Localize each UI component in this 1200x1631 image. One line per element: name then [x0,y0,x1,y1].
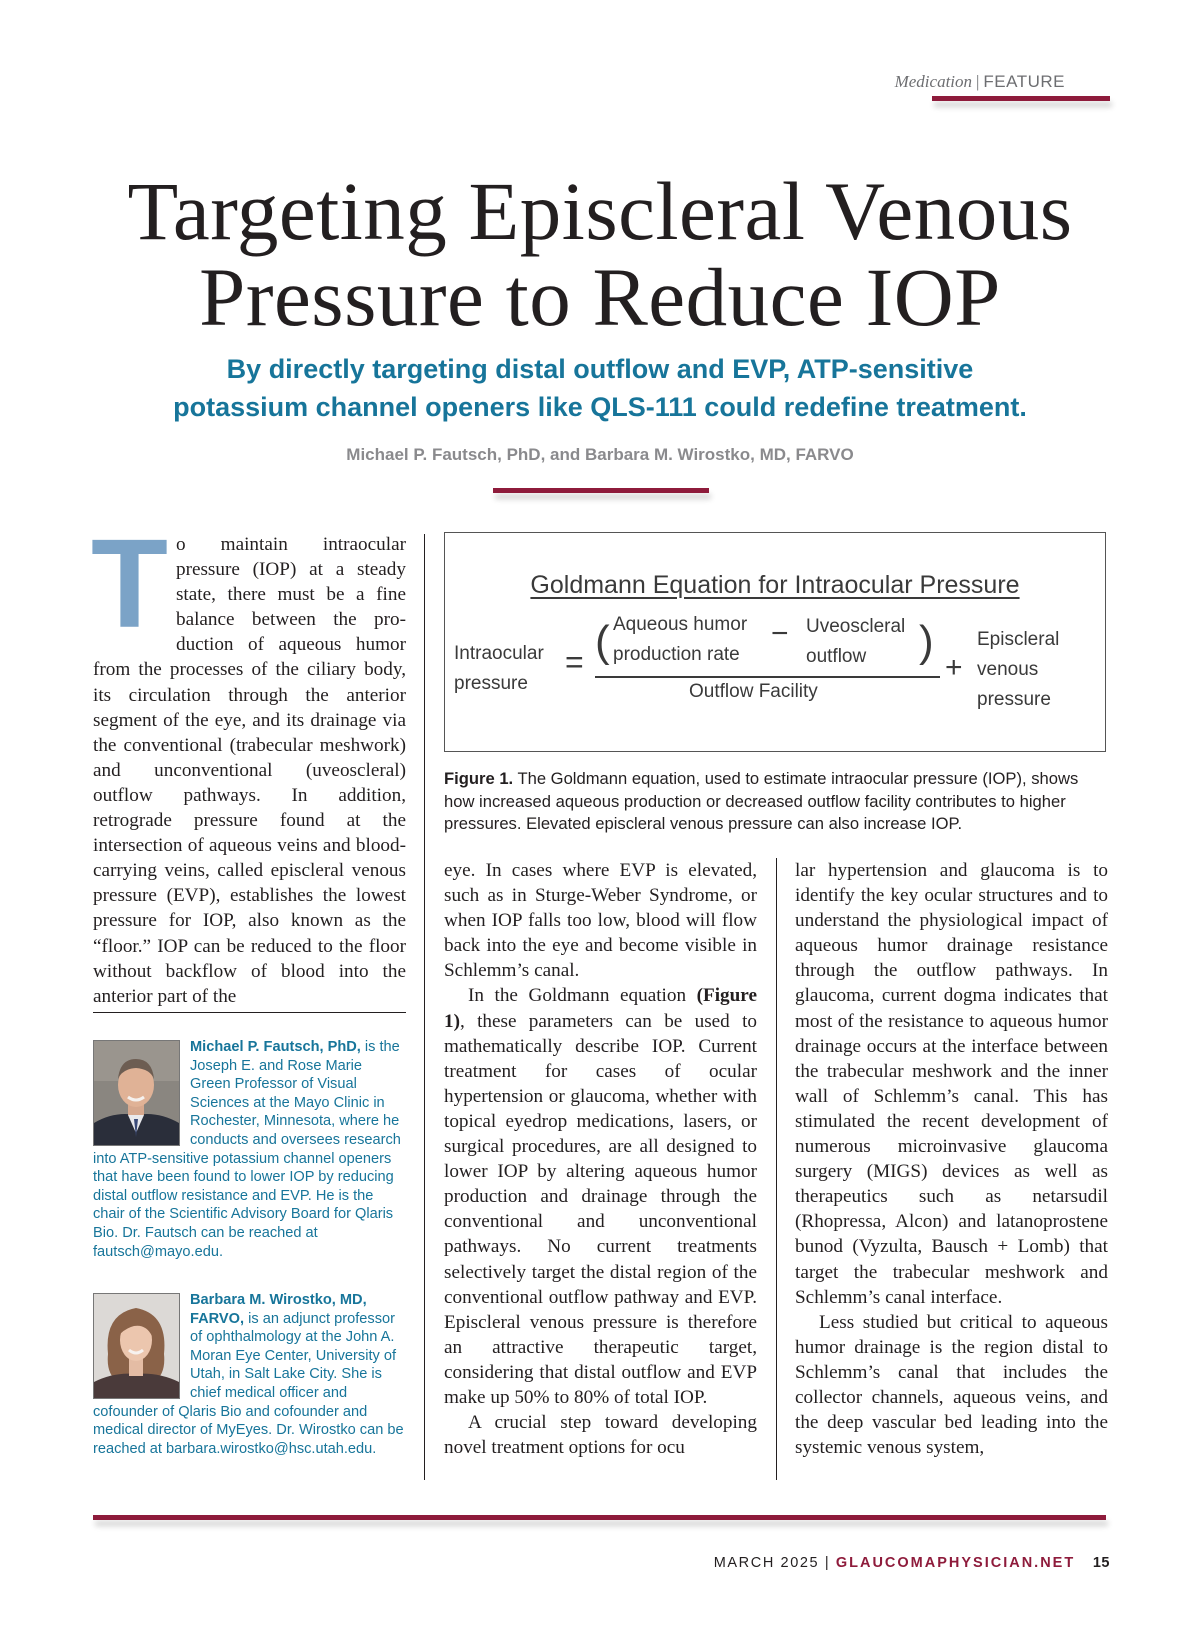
bio-text-wirostko: is an adjunct professor of ophthalmology at the John A. Moran Eye Center, University of Utah, in Salt Lake City. She is chief medical officer and cofounder of Qlaris Bio and cofounder and medical director of MyEyes. Dr. Wirostko can be reached at barbara.wirostko@hsc.utah.edu. [93,1310,404,1457]
author-bio-wirostko [93,1291,406,1458]
section-rule [932,96,1110,101]
eq-denominator: Outflow Facility [689,681,818,702]
eq-paren-open: ( [595,617,610,666]
footer-rule [93,1515,1106,1520]
bio-name-wirostko: Barbara M. Wirostko, MD, FARVO, [190,1292,367,1327]
author-photo-fautsch [93,1040,180,1146]
issue-date: MARCH 2025 [713,1555,820,1571]
eq-lhs-line-1: Intraocular [454,643,544,664]
bio-name-fautsch: Michael P. Fautsch, PhD, [190,1039,361,1055]
figure-goldmann-equation [444,532,1106,752]
footer-separator: | [824,1555,831,1571]
body-column-2 [444,858,757,1460]
figure-caption [444,768,1106,836]
col1-paragraph: o maintain intraocular pressure (IOP) at a steady state, there must be a fine balance between the production of aqueous humor from the processes of the ciliary body, its circulation through the anterior segment of the eye, and its drainage via the conventional (trabecular meshwork) and unconventional (uveoscleral) outflow pathways. In addition, retrograde pressure found at the intersection of aqueous veins and blood-carrying veins, called episcleral venous pressure (EVP), establishes the lowest pressure for IOP, also known as the “floor.” IOP can be reduced to the floor without backflow of blood into the anterior part of the [93,534,406,1007]
col3-paragraph-2: Less studied but critical to aqueous humor drainage is the region distal to Schlemm’s canal that includes the collector channels, aqueous veins, and the deep vascular bed leading into the systemic venous system, [795,1311,1108,1459]
eq-paren-close: ) [919,617,934,666]
byline-rule [493,488,709,493]
eq-term3-line-2: venous [977,659,1039,680]
eq-term2-line-1: Uveoscleral [806,616,906,637]
figure-reference: (Figure 1) [444,985,757,1032]
eq-term2-line-2: outflow [806,646,867,667]
eq-lhs-line-2: pressure [454,673,528,694]
eq-term3-line-3: pressure [977,689,1051,710]
figure-title: Goldmann Equation for Intraocular Pressure [530,571,1020,599]
figure-caption-label: Figure 1. [444,769,514,788]
section-category: FEATURE [983,72,1065,91]
drop-cap: T [91,513,168,654]
eq-plus: + [945,651,963,684]
byline: Michael P. Fautsch, PhD, and Barbara M. Wirostko, MD, FARVO [346,445,854,464]
page-number: 15 [1092,1555,1110,1571]
author-bio-fautsch [93,1038,406,1261]
col2-paragraph-3: A crucial step toward developing novel treatment options for ocu [444,1412,757,1459]
title-line-1: Targeting Episcleral Venous [127,165,1073,257]
section-separator: | [976,72,980,91]
eq-term3-line-1: Episcleral [977,629,1060,650]
page-footer [714,1555,1110,1571]
title-line-2: Pressure to Reduce IOP [199,251,1001,343]
eq-equals: = [565,644,584,680]
col2-paragraph-2 [444,983,757,1410]
body-column-3 [795,858,1108,1460]
deck-line-2: potassium channel openers like QLS-111 could redefine treatment. [173,392,1027,422]
col2-p2-after: , these parameters can be used to mathematically describe IOP. Current treatment for cases of ocular hypertension or glaucoma, whether with topical eyedrop medications, lasers, or surgical procedures, are all designed to lower IOP by altering aqueous humor production and drainage through the conventional and unconventional pathways. No current treatments selectively target the distal region of the conventional outflow pathway and EVP. Episcleral venous pressure is therefore an attractive therapeutic target, considering that distal outflow and EVP make up 50% to 80% of total IOP. [444,1010,757,1408]
section-name: Medication [894,72,973,91]
eq-term1-line-1: Aqueous humor [613,614,748,635]
col3-paragraph-1: lar hypertension and glaucoma is to identify the key ocular structures and to understand the physiological impact of aqueous humor drainage resistance through the outflow pathways. In glaucoma, current dogma indicates that most of the resistance to aqueous humor drainage occurs at the interface between the trabecular meshwork and the inner wall of Schlemm’s canal. This has stimulated the recent development of numerous microinvasive glaucoma surgery (MIGS) devices as well as therapeutics such as netarsudil (Rhopressa, Alcon) and latanoprostene bunod (Vyzulta, Bausch + Lomb) that target the trabecular meshwork and Schlemm’s canal interface. [795,860,1108,1308]
col2-p2-before: In the Goldmann equation [468,985,697,1007]
eq-term1-line-2: production rate [613,644,740,665]
site-url: GLAUCOMAPHYSICIAN.NET [835,1555,1076,1571]
col2-paragraph-1: eye. In cases where EVP is elevated, such as in Sturge-Weber Syndrome, or when IOP falls too low, blood will flow back into the eye and become visible in Schlemm’s canal. [444,860,757,982]
eq-minus: − [771,617,789,650]
author-photo-wirostko [93,1293,180,1399]
column-rule-1 [424,534,425,1480]
section-tag [895,72,1065,92]
column-rule-2 [776,858,777,1480]
article-deck [60,350,1140,426]
bio-text-fautsch: is the Joseph E. and Rose Marie Green Professor of Visual Sciences at the Mayo Clinic in Rochester, Minnesota, where he conducts and oversees research into ATP-sensitive potassium channel openers that have been found to lower IOP by reducing distal outflow resistance and EVP. He is the chair of the Scientific Advisory Board for Qlaris Bio. Dr. Fautsch can be reached at fautsch@mayo.edu. [93,1039,401,1260]
body-column-1 [91,513,406,1009]
bio-divider [93,1012,406,1013]
deck-line-1: By directly targeting distal outflow and EVP, ATP-sensitive [226,354,974,384]
figure-caption-text: The Goldmann equation, used to estimate intraocular pressure (IOP), shows how increased aqueous production or decreased outflow facility contributes to higher pressures. Elevated episcleral venous pressure can also increase IOP. [444,769,1079,833]
article-title [60,165,1140,343]
